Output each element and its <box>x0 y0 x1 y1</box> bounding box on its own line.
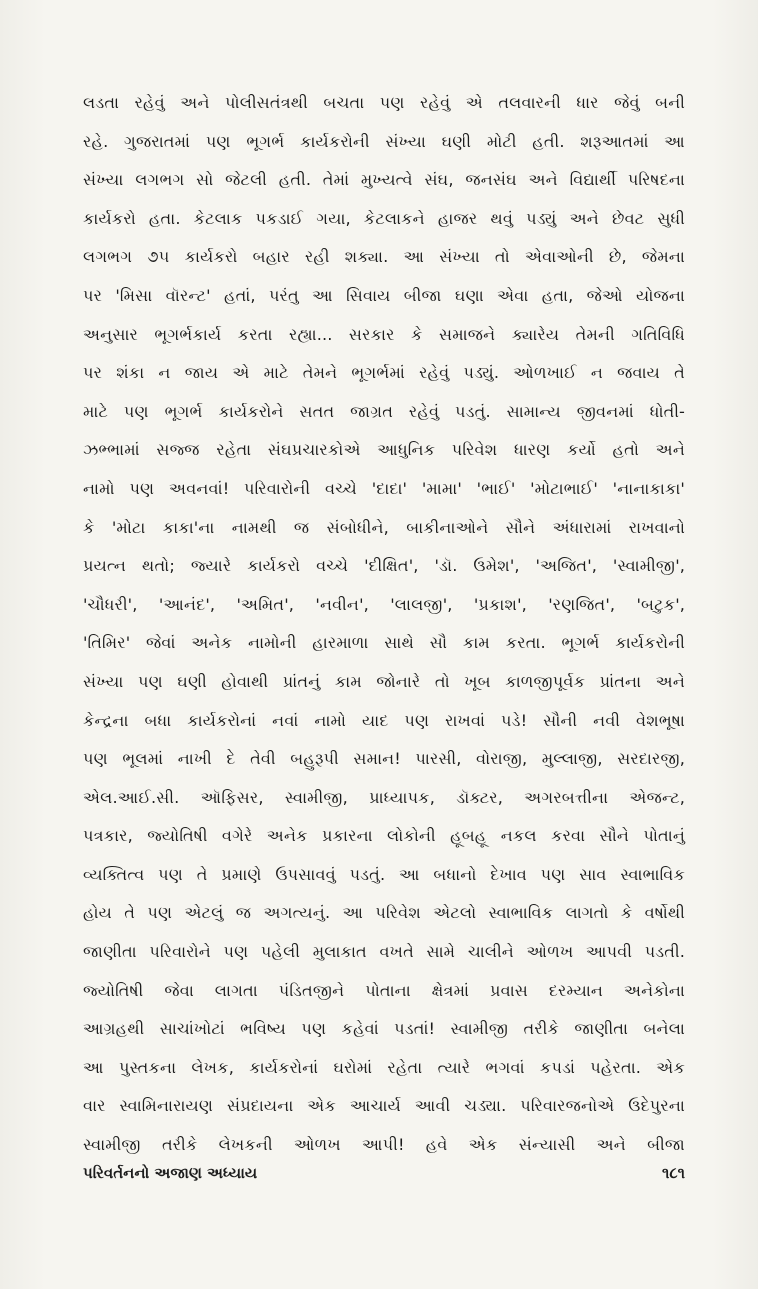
text-line: વાર સ્વામિનારાયણ સંપ્રદાયના એક આચાર્ય આવી ચડ્યા. પરિવારજનોએ ઉદેપુરના <box>83 1096 685 1116</box>
text-line: પર 'મિસા વૉરન્ટ' હતાં, પરંતુ આ સિવાય બીજા ઘણા એવા હતા, જેઓ યોજના <box>83 285 685 305</box>
text-line: કેન્દ્રના બધા કાર્યકરોનાં નવાં નામો યાદ પણ રાખવાં પડે! સૌની નવી વેશભૂષા <box>83 710 685 730</box>
text-line: હોય તે પણ એટલું જ અગત્યનું. આ પરિવેશ એટલો સ્વાભાવિક લાગતો કે વર્ષોથી <box>83 903 685 923</box>
text-line: પણ ભૂલમાં નાખી દે તેવી બહુરૂપી સમાન! પારસી, વોરાજી, મુલ્લાજી, સરદારજી, <box>83 749 685 769</box>
text-line: આ પુસ્તકના લેખક, કાર્યકરોનાં ઘરોમાં રહેતા ત્યારે ભગવાં કપડાં પહેરતા. એક <box>83 1057 685 1077</box>
text-line: 'તિમિર' જેવાં અનેક નામોની હારમાળા સાથે સૌ કામ કરતા. ભૂગર્ભ કાર્યકરોની <box>83 633 685 653</box>
text-line: એલ.આઈ.સી. ઑફિસર, સ્વામીજી, પ્રાધ્યાપક, ડૉક્ટર, અગરબત્તીના એજન્ટ, <box>83 787 685 807</box>
text-line: ઝભ્ભામાં સજ્જ રહેતા સંઘપ્રચારકોએ આધુનિક પરિવેશ ધારણ કર્યો હતો અને <box>83 440 685 460</box>
running-title: પરિવર્તનનો અજાણ અધ્યાય <box>83 1164 258 1182</box>
text-line: સ્વામીજી તરીકે લેખકની ઓળખ આપી! હવે એક સંન્યાસી અને બીજા <box>83 1135 685 1155</box>
text-line: સંખ્યા પણ ઘણી હોવાથી પ્રાંતનું કામ જોનારે તો ખૂબ કાળજીપૂર્વક પ્રાંતના અને <box>83 671 685 691</box>
text-line: લગભગ ૭૫ કાર્યકરો બહાર રહી શક્યા. આ સંખ્યા તો એવાઓની છે, જેમના <box>83 247 685 267</box>
text-line: આગ્રહથી સાચાંખોટાં ભવિષ્ય પણ કહેવાં પડતાં! સ્વામીજી તરીકે જાણીતા બનેલા <box>83 1019 685 1039</box>
page-footer <box>83 1158 685 1188</box>
page-number: ૧૮૧ <box>662 1164 685 1182</box>
text-line: સંખ્યા લગભગ સો જેટલી હતી. તેમાં મુખ્યત્વે સંઘ, જનસંઘ અને વિદ્યાર્થી પરિષદના <box>83 170 685 190</box>
text-line: પત્રકાર, જ્યોતિષી વગેરે અનેક પ્રકારના લોકોની હૂબહૂ નકલ કરવા સૌને પોતાનું <box>83 826 685 846</box>
text-line: કાર્યકરો હતા. કેટલાક પકડાઈ ગયા, કેટલાકને હાજર થવું પડ્યું અને છેવટ સુધી <box>83 208 685 228</box>
text-line: 'ચૌધરી', 'આનંદ', 'અમિત', 'નવીન', 'લાલજી', 'પ્રકાશ', 'રણજિત', 'બટુક', <box>83 594 685 614</box>
body-text <box>83 84 685 1165</box>
text-line: રહે. ગુજરાતમાં પણ ભૂગર્ભ કાર્યકરોની સંખ્યા ઘણી મોટી હતી. શરૂઆતમાં આ <box>83 131 685 151</box>
text-line: માટે પણ ભૂગર્ભ કાર્યકરોને સતત જાગ્રત રહેવું પડતું. સામાન્ય જીવનમાં ધોતી- <box>83 401 685 421</box>
text-line: અનુસાર ભૂગર્ભકાર્ય કરતા રહ્યા... સરકાર કે સમાજને ક્યારેય તેમની ગતિવિધિ <box>83 324 685 344</box>
text-line: વ્યક્તિત્વ પણ તે પ્રમાણે ઉપસાવવું પડતું. આ બધાનો દેખાવ પણ સાવ સ્વાભાવિક <box>83 864 685 884</box>
text-line: કે 'મોટા કાકા'ના નામથી જ સંબોધીને, બાકીનાઓને સૌને અંધારામાં રાખવાનો <box>83 517 685 537</box>
text-line: પર શંકા ન જાય એ માટે તેમને ભૂગર્ભમાં રહેવું પડ્યું. ઓળખાઈ ન જવાય તે <box>83 363 685 383</box>
text-line: પ્રયત્ન થતો; જ્યારે કાર્યકરો વચ્ચે 'દીક્ષિત', 'ડૉ. ઉમેશ', 'અજિત', 'સ્વામીજી', <box>83 556 685 576</box>
text-line: લડતા રહેવું અને પોલીસતંત્રથી બચતા પણ રહેવું એ તલવારની ધાર જેવું બની <box>83 93 685 112</box>
text-line: જ્યોતિષી જેવા લાગતા પંડિતજીને પોતાના ક્ષેત્રમાં પ્રવાસ દરમ્યાન અનેકોના <box>83 980 685 1000</box>
text-line: નામો પણ અવનવાં! પરિવારોની વચ્ચે 'દાદા' 'મામા' 'ભાઈ' 'મોટાભાઈ' 'નાનાકાકા' <box>83 478 685 498</box>
text-line: જાણીતા પરિવારોને પણ પહેલી મુલાકાત વખતે સામે ચાલીને ઓળખ આપવી પડતી. <box>83 942 685 962</box>
